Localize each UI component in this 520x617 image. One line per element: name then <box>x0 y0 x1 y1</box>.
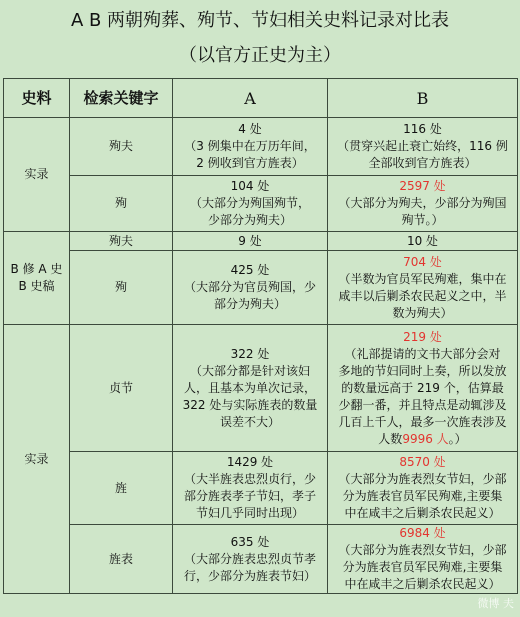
keyword-cell: 殉 <box>70 176 173 232</box>
a-cell: 322 处 （大部分都是针对该妇 人，且基本为单次记录， 322 处与实际旌表的数量 误差不大） <box>173 325 328 452</box>
b-cell: 2597 处 （大部分为殉夫，少部分为殉国 殉节。） <box>328 176 518 232</box>
table-header-row <box>4 79 518 118</box>
a-cell: 104 处 （大部分为殉国殉节， 少部分为殉夫） <box>173 176 328 232</box>
b-cell: 116 处 （贯穿兴起止衰亡始终，116 例 全部收到官方旌表） <box>328 118 518 176</box>
a-cell: 635 处 （大部分旌表忠烈贞节孝 行，少部分为旌表节妇） <box>173 525 328 594</box>
b-cell: 10 处 <box>328 232 518 251</box>
keyword-cell: 殉夫 <box>70 232 173 251</box>
watermark: 微博 夫 <box>477 597 514 610</box>
keyword-cell: 殉 <box>70 251 173 325</box>
a-cell: 425 处 （大部分为官员殉国，少 部分为殉夫） <box>173 251 328 325</box>
b-cell: 8570 处 （大部分为旌表烈女节妇，少部 分为旌表官员军民殉难,主要集 中在咸丰之后剿杀农民起义） <box>328 452 518 525</box>
b-cell: 704 处 （半数为官员军民殉难，集中在 咸丰以后剿杀农民起义之中，半 数为殉夫） <box>328 251 518 325</box>
header-keyword: 检索关键字 <box>70 79 173 118</box>
table-row <box>4 232 518 251</box>
source-cell: 实录 <box>4 325 70 594</box>
source-cell: 实录 <box>4 118 70 232</box>
comparison-table <box>3 78 518 594</box>
b-cell: 6984 处 （大部分为旌表烈女节妇，少部 分为旌表官员军民殉难,主要集 中在咸丰之后剿杀农民起义） <box>328 525 518 594</box>
header-source: 史料 <box>4 79 70 118</box>
keyword-cell: 贞节 <box>70 325 173 452</box>
page-subtitle: （以官方正史为主） <box>179 45 341 66</box>
table-row <box>4 118 518 176</box>
header-a: A <box>173 79 328 118</box>
source-cell: B 修 A 史 B 史稿 <box>4 232 70 325</box>
header-b: B <box>328 79 518 118</box>
keyword-cell: 旌表 <box>70 525 173 594</box>
table-row <box>4 452 518 525</box>
table-row <box>4 176 518 232</box>
page-title: A B 两朝殉葬、殉节、节妇相关史料记录对比表 <box>70 10 450 31</box>
b-cell: 219 处 （礼部提请的文书大部分会对 多地的节妇同时上奏，所以发放 的数量远高于 219 个，估算最 少翻一番，并且特点是动辄涉及 几百上千人，最多一次旌表涉及 人数9996 人。） <box>328 325 518 452</box>
keyword-cell: 旌 <box>70 452 173 525</box>
table-row <box>4 325 518 452</box>
table-row <box>4 525 518 594</box>
a-cell: 1429 处 （大半旌表忠烈贞行，少 部分旌表孝子节妇，孝子 节妇几乎同时出现） <box>173 452 328 525</box>
a-cell: 4 处 （3 例集中在万历年间， 2 例收到官方旌表） <box>173 118 328 176</box>
keyword-cell: 殉夫 <box>70 118 173 176</box>
a-cell: 9 处 <box>173 232 328 251</box>
table-row <box>4 251 518 325</box>
